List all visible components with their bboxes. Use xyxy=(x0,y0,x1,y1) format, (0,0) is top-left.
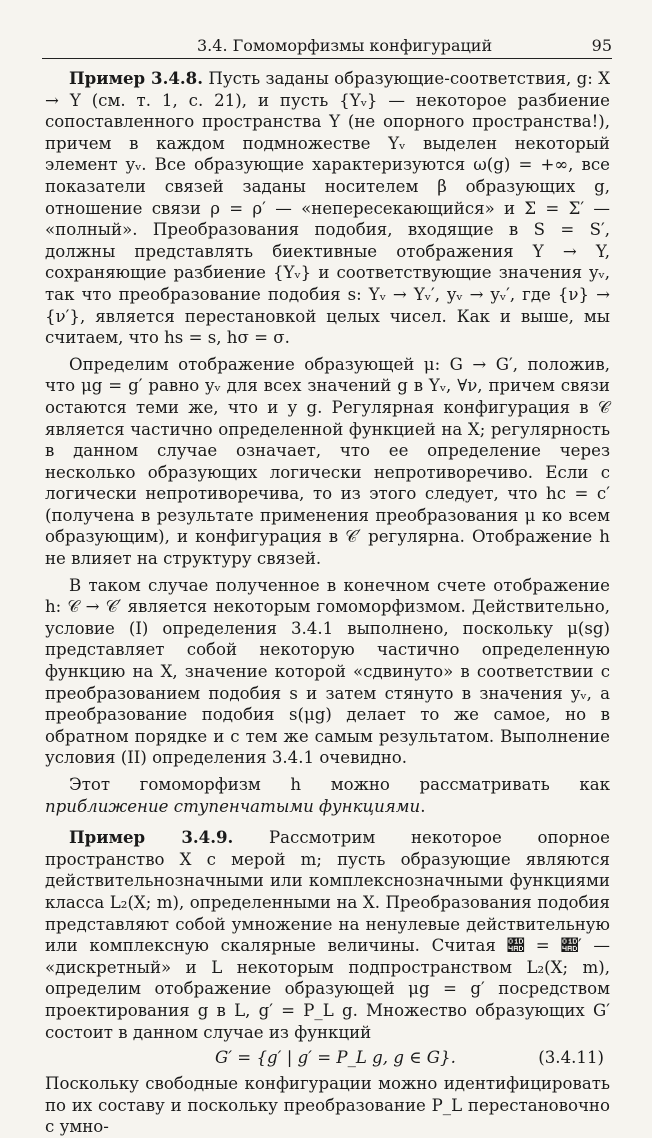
example-title: Пример 3.4.9. xyxy=(69,827,234,848)
formula-expression: G′ = {g′ | g′ = P_L g, g ∈ G}. xyxy=(215,1048,456,1068)
example-title: Пример 3.4.8. xyxy=(69,68,203,88)
paragraph-homomorphism: В таком случае полученное в конечном счете отображение h: 𝒞 → 𝒞′ является некоторым гомоморфизмом. Действительно, условие (I) определения 3.4.1 выполнено, поскольку μ(sg) представляет собой некоторую частично определенную функцию на X, значение которой «сдвинуто» в соответствии с преобразованием подобия s и затем стянуто в значения yᵥ, а преобразование подобия s(μg) делает то же самое, но в обратном порядке и с тем же самым результатом. Выполнение условия (II) определения 3.4.1 очевидно. xyxy=(45,575,610,768)
paragraph-last: Поскольку свободные конфигурации можно идентифицировать по их составу и поскольку преобразование P_L перестановочно с умно- xyxy=(45,1074,610,1137)
equation-number: (3.4.11) xyxy=(538,1048,604,1068)
paragraph-approximation xyxy=(45,774,610,817)
page-number: 95 xyxy=(591,36,612,55)
running-header xyxy=(42,32,612,59)
approx-end: . xyxy=(420,796,426,816)
formula-3-4-11 xyxy=(45,1045,610,1071)
paragraph-define-mapping: Определим отображение образующей μ: G → G′, положив, что μg = g′ равно yᵥ для всех значений g в Yᵥ, ∀ν, причем связи остаются теми же, что и у g. Регулярная конфигурация в 𝒞 является частично определенной функцией на X; регулярность в данном случае означает, что ее определение через несколько образующих логически непротиворечиво. Если c логически непротиворечива, то из этого следует, что hc = c′ (получена в результате применения преобразования μ ко всем образующим), и конфигурация в 𝒞′ регулярна. Отображение h не влияет на структуру связей. xyxy=(45,354,610,569)
approx-italic: приближение ступенчатыми функциями xyxy=(45,796,421,816)
approx-text: Этот гомоморфизм h можно рассматривать как xyxy=(69,775,610,794)
example-text: Рассмотрим некоторое опорное пространство X с мерой m; пусть образующие являются действительнозначными или комплекснозначными функциями класса L₂(X; m), определенными на X. Преобразования подобия представляют собой умножение на ненулевые действительную или комплексную скалярные величины. Считая 𝒭 = 𝒭′ — «дискретный» и L некоторым подпространством L₂(X; m), определим отображение образующей μg = g′ посредством проектирования g в L, g′ = P_L g. Множество образующих G′ состоит в данном случае из функций xyxy=(45,828,610,1042)
example-text: Пусть заданы образующие-соответствия, g: X → Y (см. т. 1, с. 21), и пусть {Yᵥ} — некоторое разбиение сопоставленного пространства Y (не опорного пространства!), причем в каждом подмножестве Yᵥ выделен некоторый элемент yᵥ. Все образующие характеризуются ω(g) = +∞, все показатели связей заданы носителем β образующих g, отношение связи ρ = ρ′ — «непересекающийся» и Σ = Σ′ — «полный». Преобразования подобия, входящие в S = S′, должны представлять биективные отображения Y → Y, сохраняющие разбиение {Yᵥ} и соответствующие значения yᵥ, так что преобразование подобия s: Yᵥ → Yᵥ′, yᵥ → yᵥ′, где {ν} → {ν′}, является перестановкой целых чисел. Как и выше, мы считаем, что hs = s, hσ = σ. xyxy=(45,69,611,348)
page-body xyxy=(45,68,610,1138)
section-title: 3.4. Гомоморфизмы конфигураций xyxy=(197,36,493,55)
example-3-4-8 xyxy=(45,68,610,349)
example-3-4-9 xyxy=(45,827,610,1043)
